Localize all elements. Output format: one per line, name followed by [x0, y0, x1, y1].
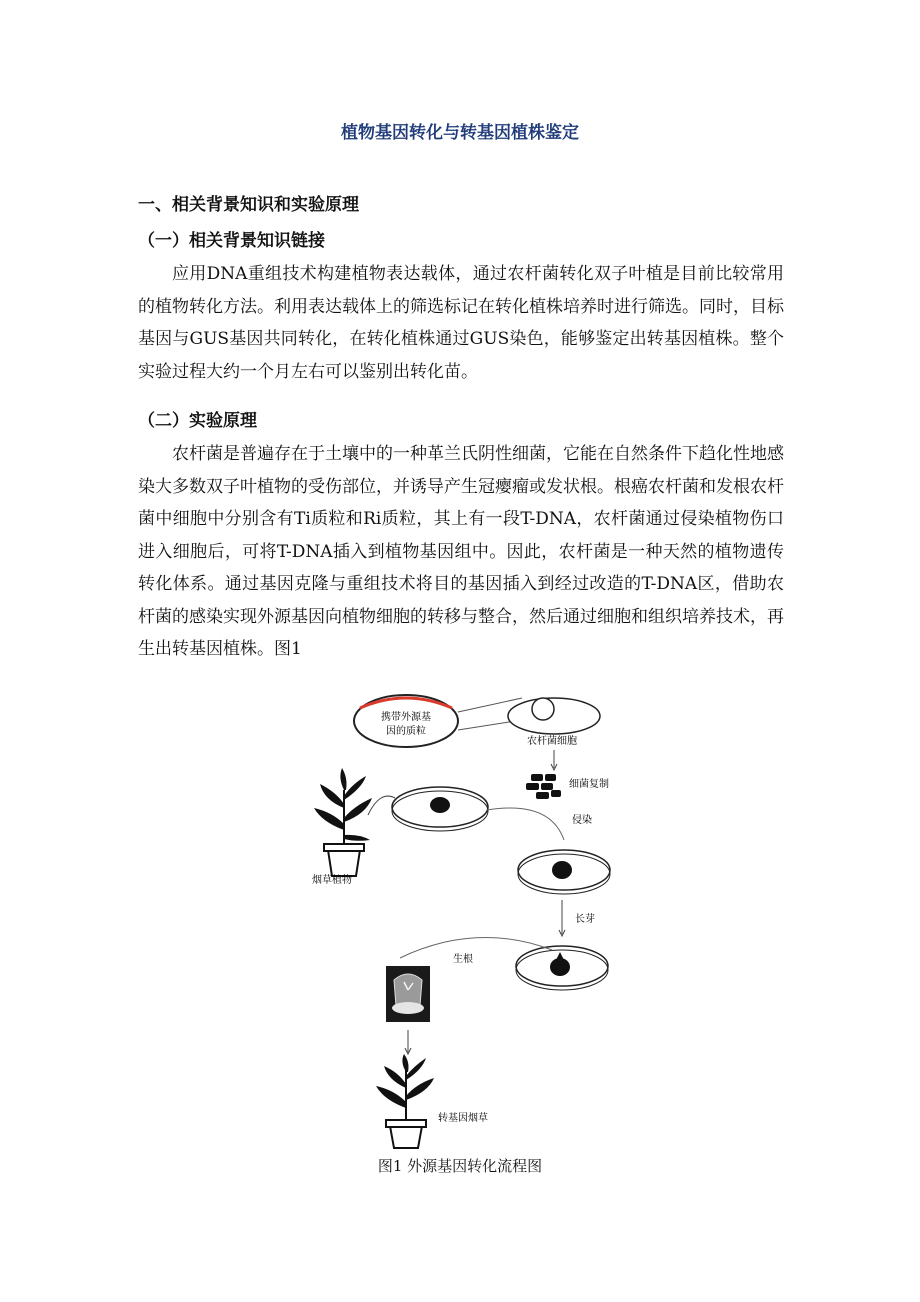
leaf-transfer-line: [368, 796, 395, 815]
petri-dish-sprouting: [516, 946, 608, 990]
infection-label: 侵染: [572, 815, 592, 826]
petri-dish-infected: [518, 850, 610, 894]
section-heading-background: 一、相关背景知识和实验原理: [138, 195, 359, 215]
tobacco-plant-icon: [314, 768, 372, 876]
replicated-bacteria-icon: [526, 774, 561, 799]
replication-label: 细菌复制: [569, 779, 609, 790]
paragraph-knowledge: 应用DNA重组技术构建植物表达载体，通过农杆菌转化双子叶植是目前比较常用的植物转化方法。利用表达载体上的筛选标记在转化植株培养时进行筛选。同时，目标基因与GUS基因共同转化，在转化植株通过GUS染色，能够鉴定出转基因植株。整个实验过程大约一个月左右可以鉴别出转化苗。: [138, 264, 784, 382]
rooting-jar-photo: [386, 966, 430, 1022]
transformation-flow-diagram: [290, 690, 640, 1156]
paragraph-principle: 农杆菌是普遍存在于土壤中的一种革兰氏阴性细菌，它能在自然条件下趋化性地感染大多数双子叶植物的受伤部位，并诱导产生冠瘿瘤或发状根。根癌农杆菌和发根农杆菌中细胞中分别含有Ti质粒和Ri质粒，其上有一段T-DNA，农杆菌通过侵染植物伤口进入细胞后，可将T-DNA插入到植物基因组中。因此，农杆菌是一种天然的植物遗传转化体系。通过基因克隆与重组技术将目的基因插入到经过改造的T-DNA区，借助农杆菌的感染实现外源基因向植物细胞的转移与整合，然后通过细胞和组织培养技术，再生出转基因植株。图1: [138, 444, 784, 659]
plasmid-label-2: 因的质粒: [386, 726, 426, 737]
subsection-heading-knowledge: （一）相关背景知识链接: [138, 231, 325, 251]
sprout-label: 长芽: [575, 914, 595, 925]
tobacco-label: 烟草植物: [312, 875, 352, 886]
subsection-heading-principle: （二）实验原理: [138, 411, 257, 431]
document-title: 植物基因转化与转基因植株鉴定: [341, 123, 579, 143]
infection-curve: [487, 808, 564, 840]
root-label: 生根: [453, 954, 473, 965]
petri-dish-explant: [392, 787, 488, 831]
figure-caption: 图1 外源基因转化流程图: [377, 1157, 543, 1175]
plasmid-in-cell-icon: [532, 698, 554, 720]
agrobacterium-cell: [508, 698, 600, 747]
cell-label: 农杆菌细胞: [527, 736, 577, 747]
plasmid-label: 携带外源基: [381, 712, 431, 723]
transgenic-tobacco-icon: [376, 1054, 434, 1148]
transgenic-label: 转基因烟草: [438, 1113, 488, 1124]
plasmid-ellipse: [354, 695, 458, 747]
